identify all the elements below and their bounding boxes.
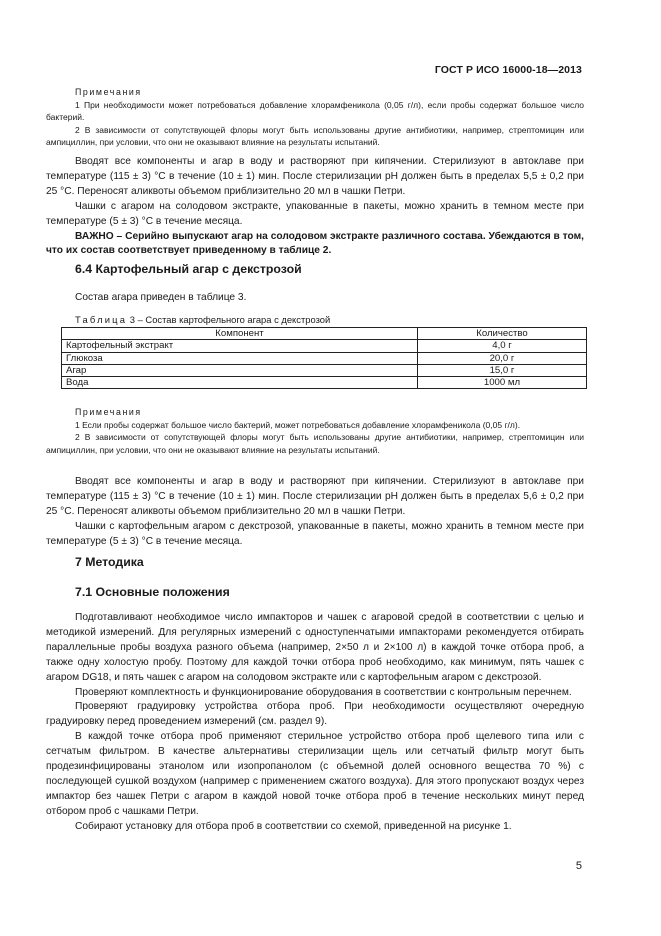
paragraph: В каждой точке отбора проб применяют стерильное устройство отбора проб щелевого типа или с сетчатым фильтром. В качестве альтернативы стерилизации щель или сетчатый фильтр могут быть продезинфицированы этанолом или изопропанолом (с объемной долей основного вещества 70 %) с последующей сушкой воздухом (например с применением сжатого воздуха). Для этого пропускают воздух через импактор без чашек Петри с агаром в каждой новой точке отбора проб в течение нескольких минут перед отбором проб с чашками Петри. <box>46 731 584 817</box>
cell-component: Вода <box>62 377 418 389</box>
page-number: 5 <box>575 860 582 872</box>
paragraph: Вводят все компоненты и агар в воду и растворяют при кипячении. Стерилизуют в автоклаве при температуре (115 ± 3) °С в течение (10 ± 1) мин. После стерилизации pH должен быть в пределах 5,6 ± 0,2 при 25 °С. Переносят аликвоты объемом приблизительно 20 мл в чашки Петри. <box>46 476 584 517</box>
potato-agar-text <box>46 475 584 550</box>
composition-table <box>61 327 587 389</box>
cell-quantity: 1000 мл <box>418 377 587 389</box>
notes-title: Примечания <box>75 87 142 97</box>
document-header: ГОСТ Р ИСО 16000-18—2013 <box>434 64 582 76</box>
table-header-row <box>62 328 587 340</box>
paragraph: Проверяют градуировку устройства отбора проб. При необходимости осуществляют очередную градуировку перед проведением измерений (см. раздел 9). <box>46 701 584 728</box>
notes-block <box>46 419 584 456</box>
malt-agar-text <box>46 155 584 259</box>
paragraph: Подготавливают необходимое число импакторов и чашек с агаровой средой в соответствии с целью и методикой измерений. Для регулярных измерений с одноступенчатыми импакторами рекомендуется отбирать параллельные пробы воздуха разного объема (например, 2×50 л и 2×100 л) в каждой точке отбора проб, а также одну холостую пробу. Поэтому для каждой точки отбора проб необходимо, как минимум, пять чашек с агаром DG18, и пять чашек с агаром на солодовом экстракте или с картофельным агаром с декстрозой. <box>46 612 584 683</box>
cell-component: Картофельный экстракт <box>62 340 418 352</box>
paragraph: Чашки с картофельным агаром с декстрозой, упакованные в пакеты, можно хранить в темном месте при температуре (5 ± 3) °С в течение месяца. <box>46 520 584 547</box>
paragraph: Собирают установку для отбора проб в соответствии со схемой, приведенной на рисунке 1. <box>75 820 512 832</box>
note-item: 2 В зависимости от сопутствующей флоры могут быть использованы другие антибиотики, например, стрептомицин или ампициллин, при условии, что они не оказывают влияние на результаты испытаний. <box>46 432 584 455</box>
section-heading: 6.4 Картофельный агар с декстрозой <box>75 262 302 276</box>
section-heading: 7.1 Основные положения <box>75 585 230 599</box>
note-item: 1 Если пробы содержат большое число бактерий, может потребоваться добавление хлорамфеникола (0,05 г/л). <box>75 420 521 430</box>
paragraph: Вводят все компоненты и агар в воду и растворяют при кипячении. Стерилизуют в автоклаве при температуре (115 ± 3) °С в течение (10 ± 1) мин. После стерилизации pH должен быть в пределах 5,5 ± 0,2 при 25 °С. Переносят аликвоты объемом приблизительно 20 мл в чашки Петри. <box>46 156 584 197</box>
note-item: 2 В зависимости от сопутствующей флоры могут быть использованы другие антибиотики, например, стрептомицин или ампициллин, при условии, что они не оказывают влияние на результаты испытаний. <box>46 124 584 148</box>
table-caption-label: Таблица <box>75 314 128 325</box>
cell-quantity: 4,0 г <box>418 340 587 352</box>
table-row <box>62 364 587 376</box>
notes-block <box>46 99 584 149</box>
cell-quantity: 15,0 г <box>418 364 587 376</box>
cell-component: Глюкоза <box>62 352 418 364</box>
paragraph: Чашки с агаром на солодовом экстракте, упакованные в пакеты, можно хранить в темном месте при температуре (5 ± 3) °С в течение месяца. <box>46 200 584 227</box>
cell-quantity: 20,0 г <box>418 352 587 364</box>
table-row <box>62 340 587 352</box>
column-header-quantity: Количество <box>418 328 587 340</box>
note-item: 1 При необходимости может потребоваться добавление хлорамфеникола (0,05 г/л), если пробы содержат большое число бактерий. <box>46 100 584 123</box>
table-caption-text: 3 – Состав картофельного агара с декстрозой <box>129 314 331 325</box>
paragraph: Состав агара приведен в таблице 3. <box>75 292 247 303</box>
table-caption <box>75 314 330 325</box>
notes-title: Примечания <box>75 407 142 417</box>
table-row <box>62 377 587 389</box>
important-note: ВАЖНО – Серийно выпускают агар на солодовом экстракте различного состава. Убеждаются в том, что их состав соответствует приведенному в таблице 2. <box>46 230 584 257</box>
section-heading: 7 Методика <box>75 555 144 569</box>
cell-component: Агар <box>62 364 418 376</box>
column-header-component: Компонент <box>62 328 418 340</box>
general-provisions-text <box>46 611 584 835</box>
paragraph: Проверяют комплектность и функционирование оборудования в соответствии с контрольным перечнем. <box>75 686 572 698</box>
table-row <box>62 352 587 364</box>
